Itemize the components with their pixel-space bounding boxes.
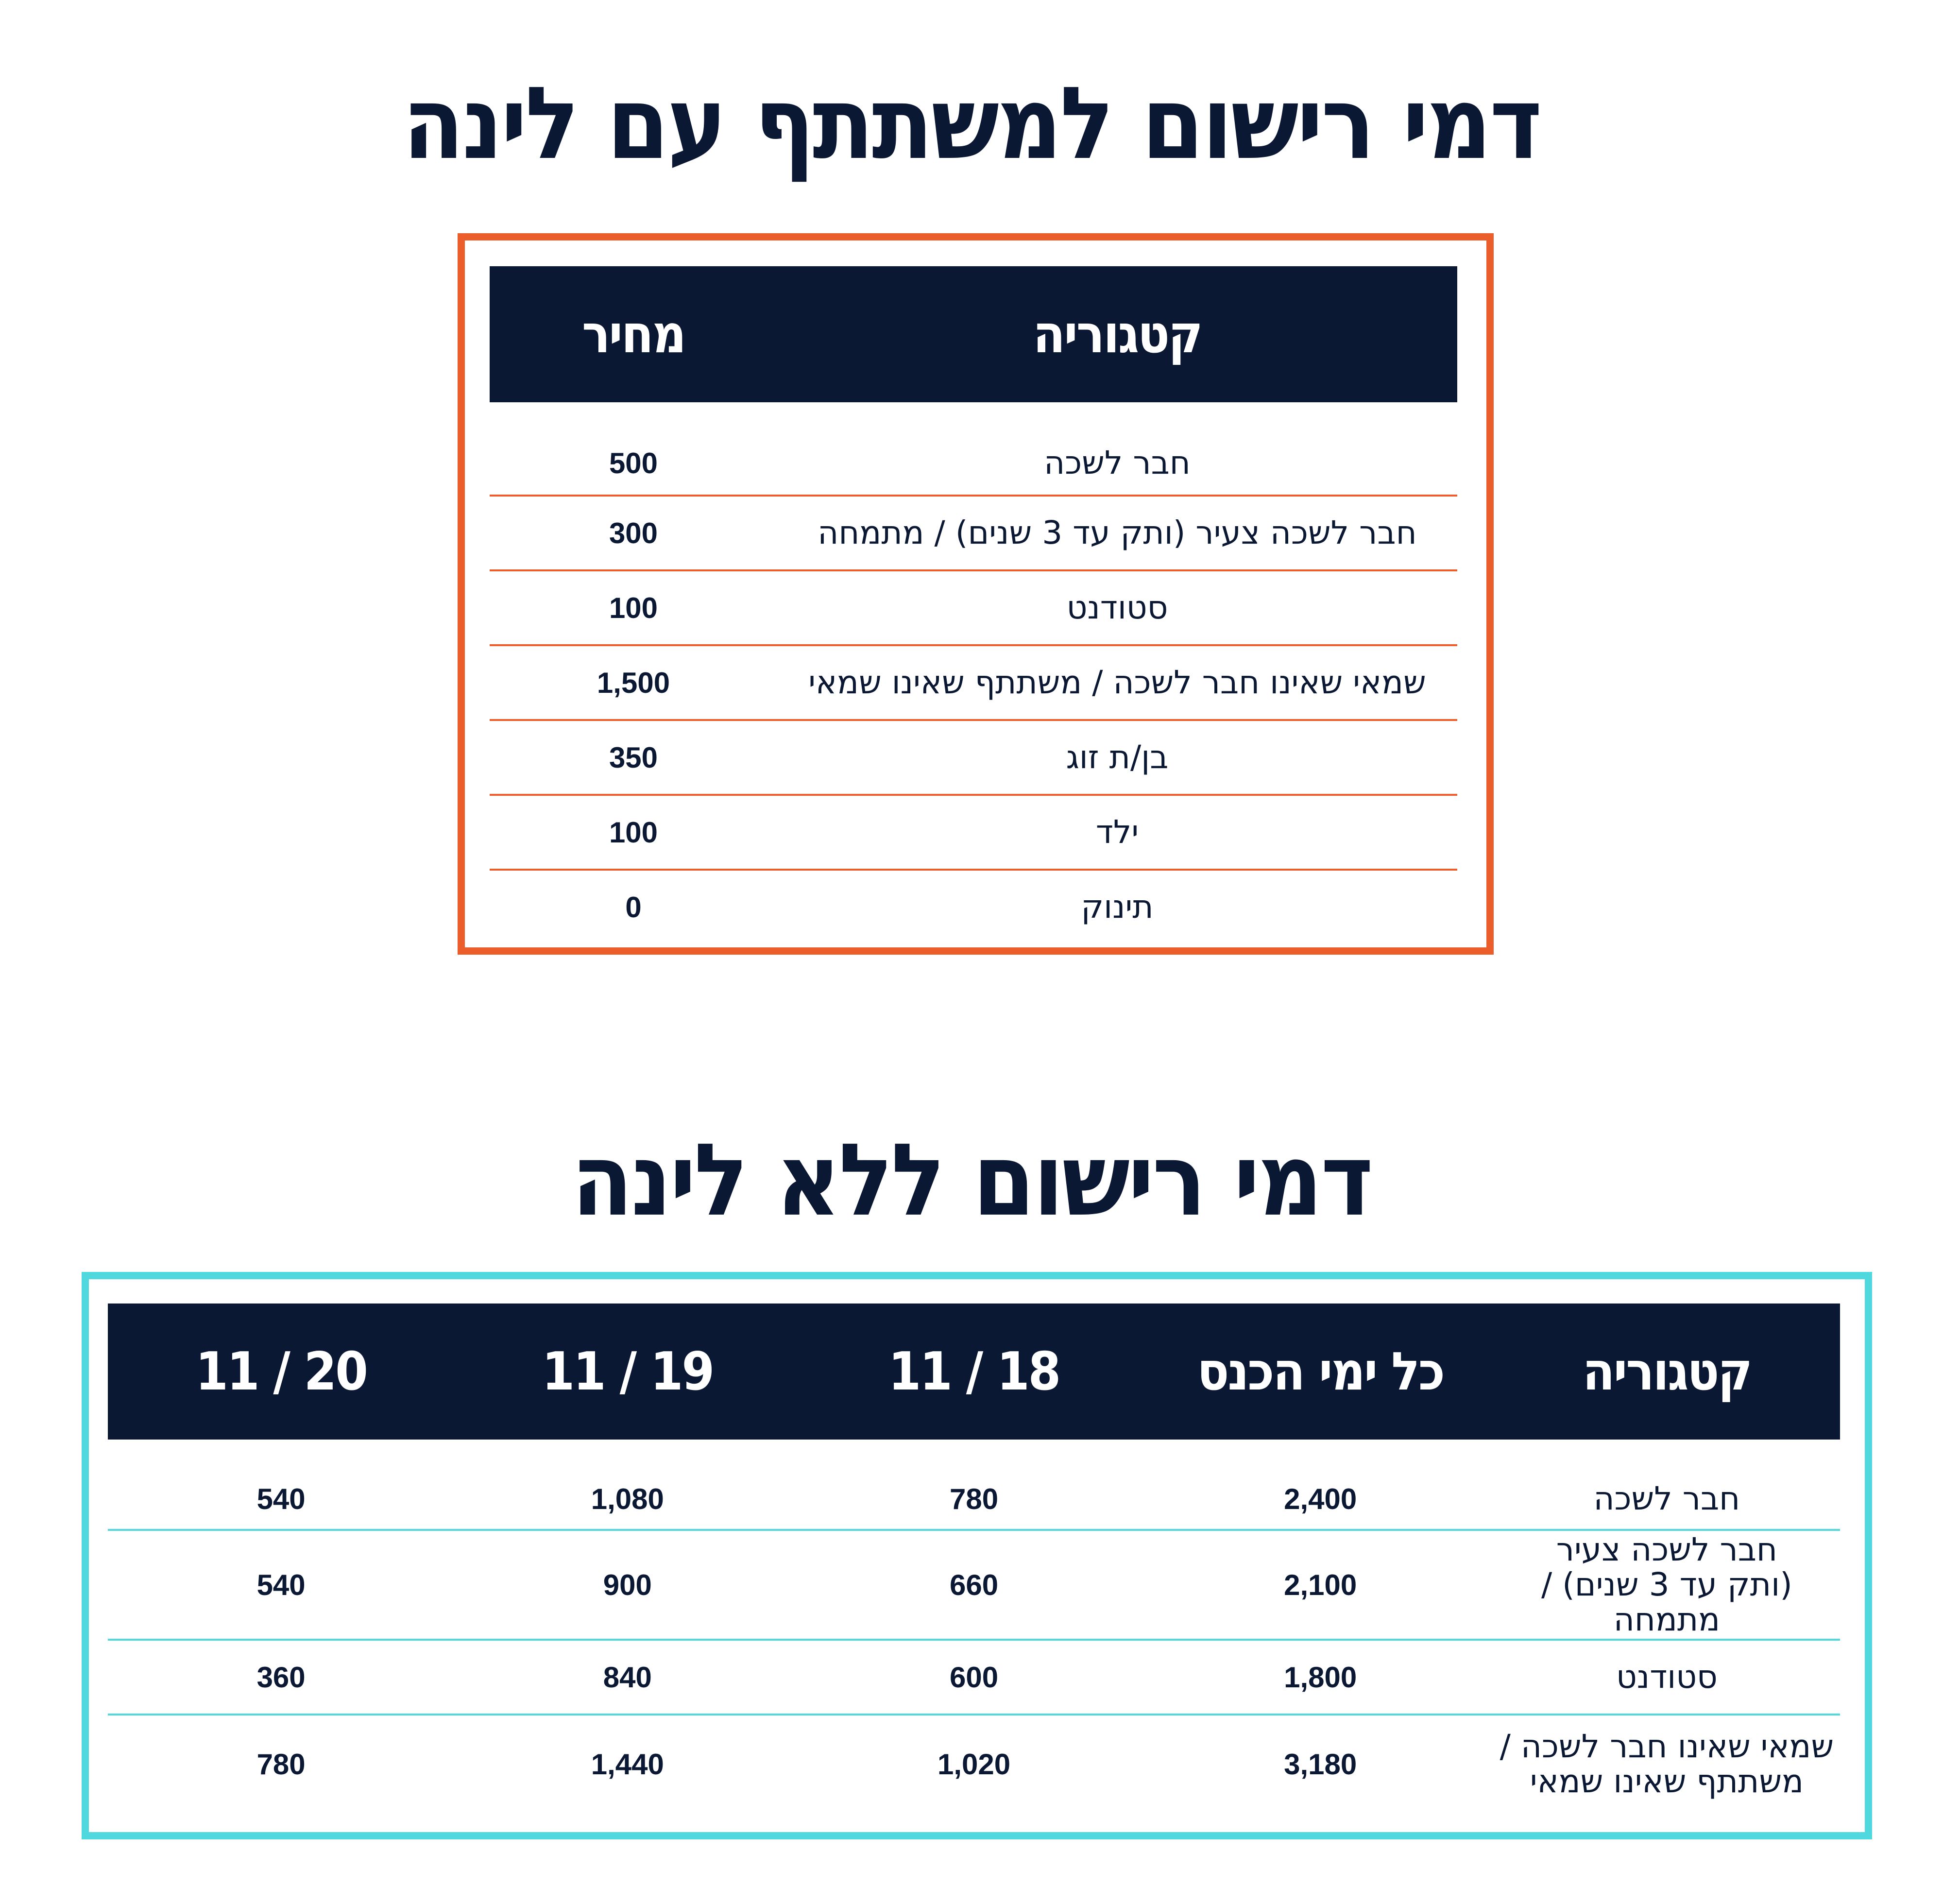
price-cell: 100 — [490, 795, 777, 870]
price-cell: 0 — [625, 891, 642, 924]
column-header-nov-20: 20 / 11 — [108, 1304, 454, 1440]
nov-19-cell: 1,080 — [454, 1440, 801, 1530]
category-line: סטודנט — [1616, 1658, 1718, 1696]
table-header-row — [490, 266, 1457, 402]
nov-20-cell: 360 — [108, 1640, 454, 1715]
column-header-price: מחיר — [490, 266, 777, 402]
category-cell: תינוק — [1081, 888, 1154, 926]
table-row — [108, 1440, 1840, 1530]
table-row — [108, 1640, 1840, 1715]
category-cell: חבר לשכה — [777, 402, 1457, 496]
nov-18-cell: 780 — [801, 1440, 1147, 1530]
price-cell: 1,500 — [490, 645, 777, 720]
table-row — [490, 720, 1457, 795]
price-cell: 300 — [490, 496, 777, 570]
table-row — [108, 1530, 1840, 1640]
category-cell: סטודנט — [777, 570, 1457, 645]
category-cell — [1494, 1640, 1840, 1715]
nov-19-cell: 840 — [454, 1640, 801, 1715]
category-line: חבר לשכה — [1593, 1480, 1740, 1517]
category-line: חבר לשכה צעיר — [1556, 1531, 1778, 1568]
nov-19-cell: 900 — [454, 1530, 801, 1640]
nov-18-cell: 600 — [801, 1640, 1147, 1715]
column-header-nov-18: 18 / 11 — [801, 1304, 1147, 1440]
lodging-fees-table — [490, 266, 1457, 943]
no-lodging-fees-title: דמי רישום ללא לינה — [571, 1123, 1372, 1238]
column-header-all-days: כל ימי הכנס — [1147, 1304, 1494, 1440]
category-line: שמאי שאינו חבר לשכה / — [1500, 1728, 1834, 1765]
price-cell: 100 — [490, 570, 777, 645]
price-cell: 350 — [490, 720, 777, 795]
nov-20-cell: 780 — [256, 1748, 306, 1781]
category-cell — [1494, 1440, 1840, 1530]
table-row — [490, 496, 1457, 570]
nov-18-cell: 660 — [801, 1530, 1147, 1640]
category-cell — [1494, 1530, 1840, 1640]
category-cell: חבר לשכה צעיר (ותק עד 3 שנים) / מתמחה — [777, 496, 1457, 570]
nov-19-cell: 1,440 — [591, 1748, 664, 1781]
all-days-cell: 1,800 — [1147, 1640, 1494, 1715]
table-header-row — [108, 1304, 1840, 1440]
all-days-cell: 2,400 — [1147, 1440, 1494, 1530]
all-days-cell: 3,180 — [1284, 1748, 1357, 1781]
no-lodging-fees-table — [108, 1304, 1840, 1813]
column-header-category: קטגוריה — [1494, 1304, 1840, 1440]
category-cell: שמאי שאינו חבר לשכה / משתתף שאינו שמאי — [777, 645, 1457, 720]
table-row — [490, 870, 1457, 943]
category-line: משתתף שאינו שמאי — [1530, 1763, 1804, 1800]
price-cell: 500 — [490, 402, 777, 496]
table-row — [490, 570, 1457, 645]
column-header-category: קטגוריה — [777, 266, 1457, 402]
table-row — [490, 402, 1457, 496]
category-cell: בן/ת זוג — [777, 720, 1457, 795]
nov-18-cell: 1,020 — [937, 1748, 1011, 1781]
table-row — [490, 795, 1457, 870]
category-cell — [1494, 1715, 1840, 1813]
category-line: (ותק עד 3 שנים) / מתמחה — [1541, 1566, 1792, 1638]
nov-20-cell: 540 — [108, 1440, 454, 1530]
category-cell: ילד — [777, 795, 1457, 870]
lodging-fees-title: דמי רישום למשתתף עם לינה — [402, 66, 1541, 182]
column-header-nov-19: 19 / 11 — [454, 1304, 801, 1440]
table-row — [108, 1715, 1840, 1813]
nov-20-cell: 540 — [108, 1530, 454, 1640]
all-days-cell: 2,100 — [1147, 1530, 1494, 1640]
table-row — [490, 645, 1457, 720]
